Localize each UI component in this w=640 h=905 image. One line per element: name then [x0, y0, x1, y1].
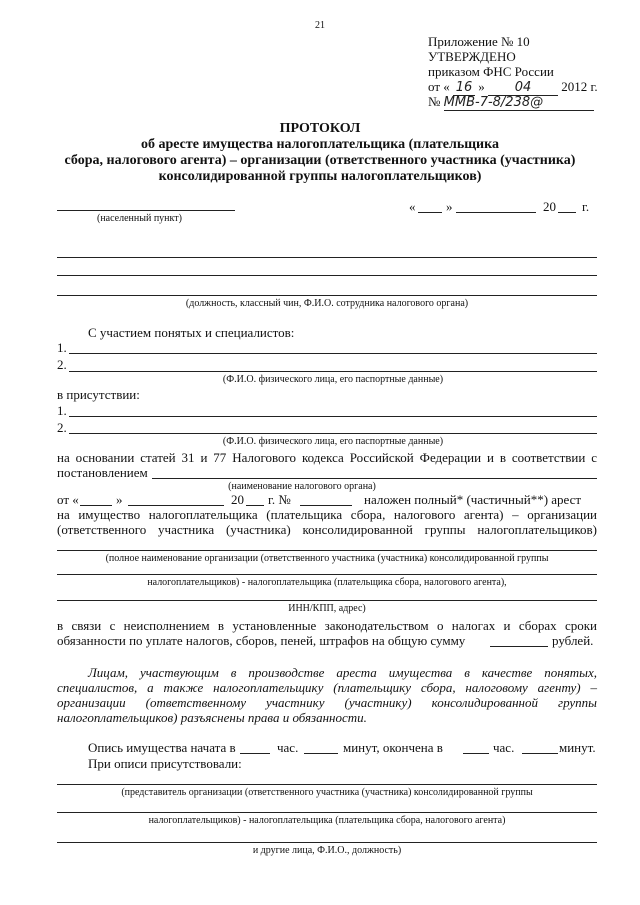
officer-line-2[interactable]	[57, 275, 597, 276]
end-minutes-field[interactable]	[522, 753, 558, 754]
total-sum-field[interactable]	[490, 646, 548, 647]
reason-line-1: в связи с неисполнением в установленные законодательством о налогах и сборах сроки	[57, 618, 597, 633]
authority-label: (наименование налогового органа)	[228, 481, 376, 492]
witness-2-number: 2.	[57, 357, 67, 372]
rep-label: (представитель организации (ответственного участника (участника) консолидированной группы	[121, 787, 533, 798]
org-name-line-2[interactable]	[57, 574, 597, 575]
presence-2-field[interactable]	[69, 433, 597, 434]
decree-date-close: »	[116, 492, 123, 507]
witnesses-label: (Ф.И.О. физического лица, его паспортные данные)	[222, 374, 444, 385]
rights-line-4: налогоплательщиков) разъяснены права и обязанности.	[57, 710, 367, 725]
settlement-label: (населенный пункт)	[97, 213, 182, 224]
start-hours-field[interactable]	[240, 753, 270, 754]
order-label: приказом ФНС России	[428, 64, 554, 79]
end-minutes-label: минут.	[559, 740, 596, 755]
officer-line-1[interactable]	[57, 257, 597, 258]
approval-number-prefix: №	[428, 94, 441, 109]
presence-label: (Ф.И.О. физического лица, его паспортные данные)	[222, 436, 444, 447]
presence-intro: в присутствии:	[57, 387, 140, 402]
page-number: 21	[315, 20, 325, 31]
decree-day-field[interactable]	[80, 505, 112, 506]
rub-label: рублей.	[552, 633, 594, 648]
start-minutes-field[interactable]	[304, 753, 338, 754]
approval-day: 16	[453, 80, 475, 96]
title-line-1: об аресте имущества налогоплательщика (плательщика	[141, 137, 499, 152]
decree-month-field[interactable]	[128, 505, 224, 506]
rights-line-1: Лицам, участвующим в производстве ареста имущества в качестве понятых,	[88, 665, 597, 680]
officer-line-3[interactable]	[57, 295, 597, 296]
org-name-line-1[interactable]	[57, 550, 597, 551]
org-inn-label: ИНН/КПП, адрес)	[288, 603, 366, 614]
title-main: ПРОТОКОЛ	[279, 121, 361, 136]
others-label: и другие лица, Ф.И.О., должность)	[252, 845, 402, 856]
date-year-prefix: 20	[543, 199, 556, 214]
inventory-start-label: Опись имущества начата в	[88, 740, 236, 755]
title-line-2: сбора, налогового агента) – организации (ответственного участника (участника)	[64, 153, 576, 168]
approval-date-mid: »	[478, 79, 485, 94]
arrest-type: наложен полный* (частичный**) арест	[364, 492, 582, 507]
approval-block	[428, 34, 628, 109]
witness-2-field[interactable]	[69, 371, 597, 372]
date-day-field[interactable]	[418, 212, 442, 213]
org-name-line-3[interactable]	[57, 600, 597, 601]
basis-line-1: на основании статей 31 и 77 Налогового кодекса Российской Федерации и в соответствии с	[57, 450, 597, 465]
witnesses-intro: С участием понятых и специалистов:	[88, 325, 295, 340]
basis-line-4: на имущество налогоплательщика (плательщика сбора, налогового агента) – организации	[57, 507, 597, 522]
approved-label: УТВЕРЖДЕНО	[428, 49, 516, 64]
date-year-field[interactable]	[558, 212, 576, 213]
present-line-3[interactable]	[57, 842, 597, 843]
end-hours-label: час.	[493, 740, 515, 755]
final-taxpayers-label: налогоплательщиков) - налогоплательщика (плательщика сбора, налогового агента)	[148, 815, 506, 826]
rights-line-2: специалистов, а также налогоплательщику (плательщику сбора, налоговому агенту) –	[57, 680, 597, 695]
basis-line-2: постановлением	[57, 465, 148, 480]
title-line-3: консолидированной группы налогоплательщиков)	[158, 169, 482, 184]
present-line-2[interactable]	[57, 812, 597, 813]
present-line-1[interactable]	[57, 784, 597, 785]
settlement-field[interactable]	[57, 210, 235, 211]
end-hours-field[interactable]	[463, 753, 489, 754]
document-title	[40, 121, 600, 185]
approval-date-prefix: от «	[428, 79, 450, 94]
appendix-number: Приложение № 10	[428, 34, 530, 49]
presence-2-number: 2.	[57, 420, 67, 435]
org-full-name-label: (полное наименование организации (ответственного участника (участника) консолидированной группы	[105, 553, 549, 564]
rights-line-3: организации (ответственному участнику (участнику) консолидированной группы	[57, 695, 597, 710]
presence-1-number: 1.	[57, 403, 67, 418]
decree-number-field[interactable]	[300, 505, 352, 506]
presence-1-field[interactable]	[69, 416, 597, 417]
decree-year-prefix: 20	[231, 492, 244, 507]
present-label: При описи присутствовали:	[88, 756, 242, 771]
decree-year-field[interactable]	[246, 505, 264, 506]
date-month-field[interactable]	[456, 212, 536, 213]
decree-date-from: от «	[57, 492, 79, 507]
basis-line-5: (ответственного участника (участника) консолидированной группы налогоплательщиков)	[57, 522, 597, 537]
date-close-quote: »	[446, 199, 453, 214]
approval-month: 04	[488, 80, 558, 96]
decree-number-label: г. №	[268, 492, 291, 507]
start-hours-label: час.	[277, 740, 299, 755]
officer-label: (должность, классный чин, Ф.И.О. сотрудника налогового органа)	[185, 298, 469, 309]
approval-year: 2012 г.	[561, 79, 598, 94]
witness-1-number: 1.	[57, 340, 67, 355]
approval-date	[428, 79, 628, 94]
witness-1-field[interactable]	[69, 353, 597, 354]
authority-field[interactable]	[152, 478, 597, 479]
date-open-quote: «	[409, 199, 416, 214]
end-label: минут, окончена в	[343, 740, 443, 755]
approval-number-value: ММВ-7-8/238@	[444, 95, 594, 111]
org-taxpayers-label: налогоплательщиков) - налогоплательщика (плательщика сбора, налогового агента),	[147, 577, 507, 588]
reason-line-2: обязанности по уплате налогов, сборов, пеней, штрафов на общую сумму	[57, 633, 466, 648]
approval-number	[428, 94, 628, 109]
date-year-suffix: г.	[582, 199, 590, 214]
